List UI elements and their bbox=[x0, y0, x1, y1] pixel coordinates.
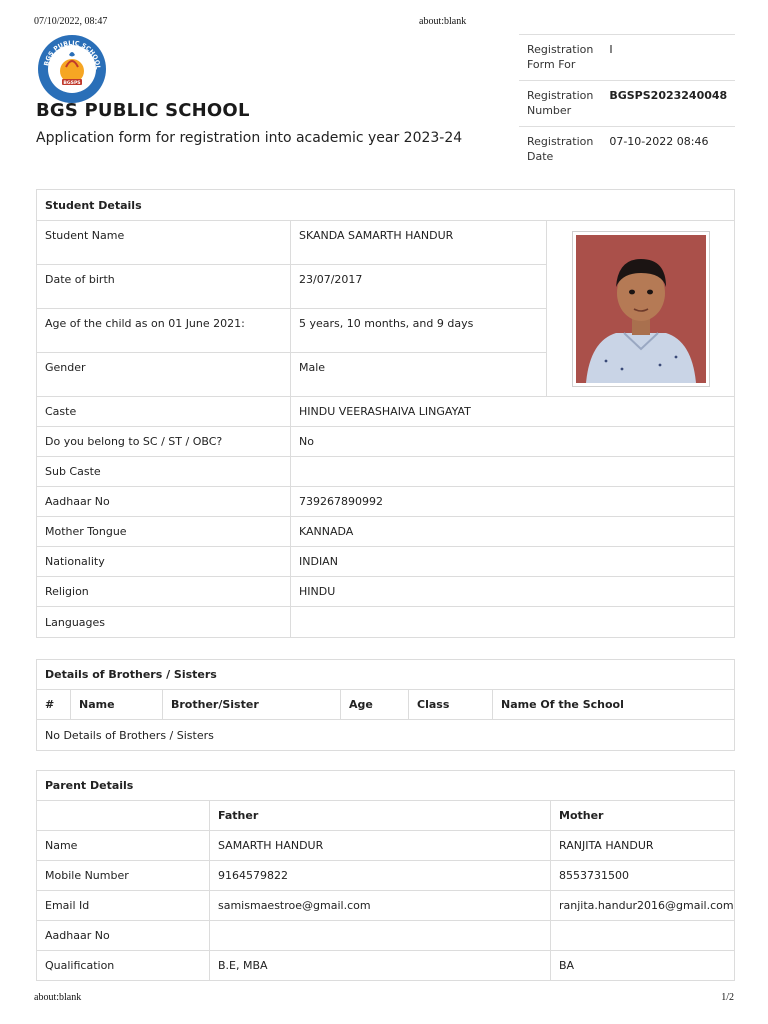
table-row bbox=[37, 457, 735, 487]
table-row bbox=[37, 951, 735, 981]
field-label: Mother Tongue bbox=[37, 517, 291, 547]
field-value: 5 years, 10 months, and 9 days bbox=[291, 309, 547, 353]
school-name: BGS PUBLIC SCHOOL bbox=[36, 100, 250, 121]
registration-label: Registration Number bbox=[519, 81, 601, 127]
father-value: samismaestroe@gmail.com bbox=[210, 891, 551, 921]
field-label: Religion bbox=[37, 577, 291, 607]
field-value: HINDU bbox=[291, 577, 735, 607]
table-row bbox=[37, 397, 735, 427]
bgs-school-emblem-icon bbox=[36, 33, 108, 105]
field-label: Qualification bbox=[37, 951, 210, 981]
field-value bbox=[291, 607, 735, 638]
field-label: Mobile Number bbox=[37, 861, 210, 891]
parent-details-table bbox=[36, 770, 735, 981]
table-row bbox=[37, 221, 735, 265]
mother-value: RANJITA HANDUR bbox=[551, 831, 735, 861]
field-label: Age of the child as on 01 June 2021: bbox=[37, 309, 291, 353]
field-value: No bbox=[291, 427, 735, 457]
father-value: B.E, MBA bbox=[210, 951, 551, 981]
photo-cell bbox=[547, 221, 735, 397]
field-label: Date of birth bbox=[37, 265, 291, 309]
table-row bbox=[37, 427, 735, 457]
registration-label: Registration Date bbox=[519, 127, 601, 173]
field-value: 739267890992 bbox=[291, 487, 735, 517]
registration-label: Registration Form For bbox=[519, 35, 601, 81]
field-value: SKANDA SAMARTH HANDUR bbox=[291, 221, 547, 265]
field-value: Male bbox=[291, 353, 547, 397]
registration-row bbox=[519, 81, 735, 127]
print-header bbox=[34, 16, 734, 30]
section-title: Student Details bbox=[37, 190, 735, 221]
column-header: Age bbox=[341, 690, 409, 720]
registration-row bbox=[519, 127, 735, 173]
field-value: INDIAN bbox=[291, 547, 735, 577]
table-row bbox=[37, 720, 735, 751]
field-label: Languages bbox=[37, 607, 291, 638]
table-row bbox=[37, 921, 735, 951]
mother-value: 8553731500 bbox=[551, 861, 735, 891]
print-footer bbox=[34, 992, 734, 1006]
field-label: Student Name bbox=[37, 221, 291, 265]
mother-value: ranjita.handur2016@gmail.com bbox=[551, 891, 735, 921]
field-label: Aadhaar No bbox=[37, 487, 291, 517]
field-label: Sub Caste bbox=[37, 457, 291, 487]
form-subtitle: Application form for registration into academic year 2023-24 bbox=[36, 130, 463, 146]
logo-abbrev: BGSPS bbox=[63, 81, 81, 86]
field-label: Email Id bbox=[37, 891, 210, 921]
field-label: Aadhaar No bbox=[37, 921, 210, 951]
column-header: Name Of the School bbox=[493, 690, 735, 720]
siblings-table bbox=[36, 659, 735, 751]
mother-value bbox=[551, 921, 735, 951]
registration-value: I bbox=[601, 35, 735, 81]
section-title: Parent Details bbox=[37, 771, 735, 801]
table-row bbox=[37, 547, 735, 577]
field-value: HINDU VEERASHAIVA LINGAYAT bbox=[291, 397, 735, 427]
table-header-row bbox=[37, 801, 735, 831]
field-label: Do you belong to SC / ST / OBC? bbox=[37, 427, 291, 457]
table-row bbox=[37, 577, 735, 607]
field-value bbox=[291, 457, 735, 487]
mother-value: BA bbox=[551, 951, 735, 981]
father-value bbox=[210, 921, 551, 951]
registration-row bbox=[519, 35, 735, 81]
field-label: Name bbox=[37, 831, 210, 861]
registration-info bbox=[519, 34, 735, 173]
registration-number: BGSPS2023240048 bbox=[601, 81, 735, 127]
column-header: # bbox=[37, 690, 71, 720]
registration-date: 07-10-2022 08:46 bbox=[601, 127, 735, 173]
print-datetime: 07/10/2022, 08:47 bbox=[34, 16, 108, 27]
field-value: 23/07/2017 bbox=[291, 265, 547, 309]
column-header bbox=[37, 801, 210, 831]
student-photo bbox=[572, 231, 710, 387]
logo-ring-text: BGS PUBLIC SCHOOL bbox=[43, 39, 102, 70]
father-value: 9164579822 bbox=[210, 861, 551, 891]
field-label: Caste bbox=[37, 397, 291, 427]
field-label: Gender bbox=[37, 353, 291, 397]
table-row bbox=[37, 831, 735, 861]
field-value: KANNADA bbox=[291, 517, 735, 547]
field-label: Nationality bbox=[37, 547, 291, 577]
student-details-table bbox=[36, 189, 735, 638]
table-row bbox=[37, 487, 735, 517]
column-header: Father bbox=[210, 801, 551, 831]
table-header-row bbox=[37, 690, 735, 720]
print-url: about:blank bbox=[419, 16, 467, 27]
father-value: SAMARTH HANDUR bbox=[210, 831, 551, 861]
column-header: Name bbox=[71, 690, 163, 720]
table-row bbox=[37, 607, 735, 638]
table-row bbox=[37, 891, 735, 921]
empty-message: No Details of Brothers / Sisters bbox=[37, 720, 735, 751]
table-row bbox=[37, 517, 735, 547]
table-row bbox=[37, 861, 735, 891]
page-number: 1/2 bbox=[721, 992, 734, 1003]
column-header: Class bbox=[409, 690, 493, 720]
section-title: Details of Brothers / Sisters bbox=[37, 660, 735, 690]
column-header: Brother/Sister bbox=[163, 690, 341, 720]
print-url: about:blank bbox=[34, 992, 82, 1003]
column-header: Mother bbox=[551, 801, 735, 831]
